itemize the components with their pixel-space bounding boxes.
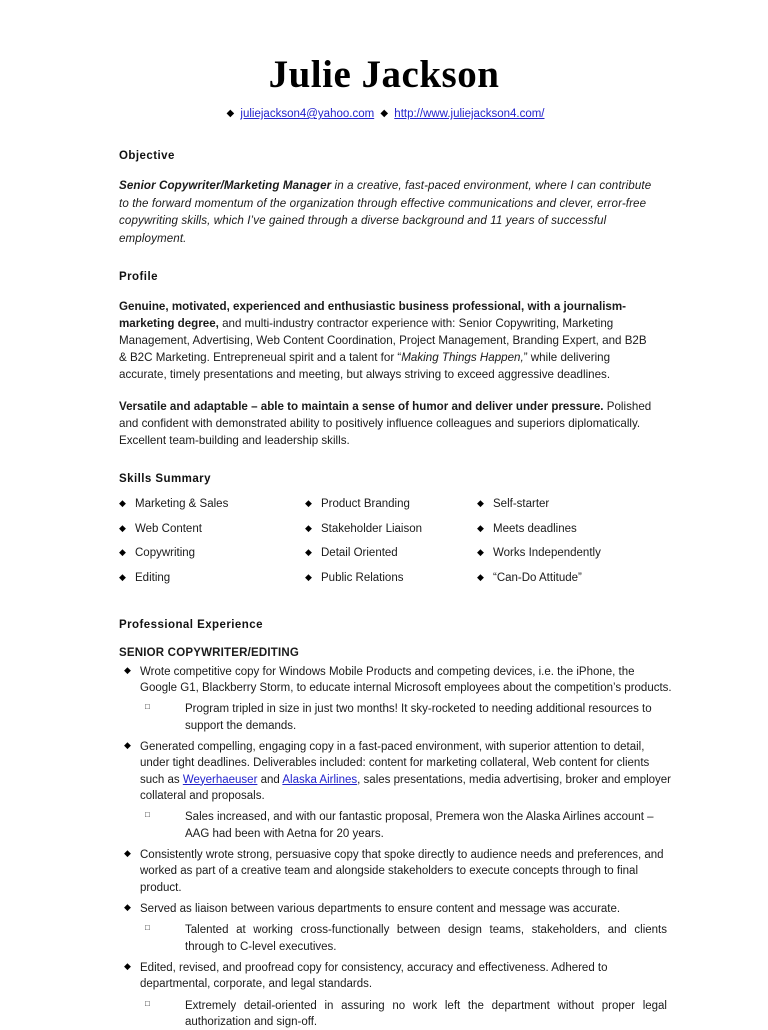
profile-p1-part1: and multi-industry contractor experience with: Senior Copywriting, Marketing Management, Advertising, Web Content Coordination, Project Management, Branding Expert, and B2B & B2C Marketing. Entrepreneual spirit and a talent for “	[119, 317, 647, 364]
contact-line	[0, 108, 768, 120]
experience-bullet	[124, 847, 672, 896]
diamond-bullet-icon: ◆	[305, 547, 312, 558]
diamond-bullet-icon: ◆	[124, 847, 131, 858]
bullet-text: Served as liaison between various departments to ensure content and message was accurate.	[140, 902, 621, 915]
bullet-text-part: and	[257, 773, 283, 786]
objective-lead-in: Senior Copywriter/Marketing Manager	[119, 179, 332, 192]
skill-label: Detail Oriented	[321, 547, 398, 560]
skill-label: Web Content	[135, 522, 202, 535]
skill-item	[119, 547, 305, 560]
profile-paragraph-2	[119, 399, 652, 449]
experience-bullet	[124, 901, 672, 917]
website-link[interactable]: http://www.juliejackson4.com/	[394, 108, 545, 120]
experience-sub-bullet	[145, 809, 667, 842]
skill-label: Editing	[135, 571, 171, 584]
profile-p2-lead-in: Versatile and adaptable – able to maintain a sense of humor and deliver under pressure.	[119, 400, 604, 414]
diamond-bullet-icon: ◆	[124, 901, 131, 912]
bullet-text: Extremely detail-oriented in assuring no work left the department without proper legal authorization and sign-off.	[185, 999, 667, 1028]
bullet-text-part: Generated compelling, engaging copy in a fast-paced environment, with superior attention to detail, under tight deadlines. Deliverables included: content for marketing collateral, Web content for clients such as	[140, 741, 650, 786]
profile-paragraph-1	[119, 299, 652, 383]
bullet-text-part: , sales presentations, media advertising, broker and employer collateral and proposals.	[140, 773, 672, 802]
email-link[interactable]: juliejackson4@yahoo.com	[240, 108, 375, 120]
skill-label: Public Relations	[321, 571, 404, 584]
weyerhaeuser-link[interactable]: Weyerhaeuser	[182, 773, 258, 786]
profile-p1-lead-in: Genuine, motivated, experienced and enthusiastic business professional, with a journalism-marketing degree,	[119, 300, 627, 331]
skills-summary-heading: Skills Summary	[119, 472, 211, 485]
diamond-bullet-icon: ◆	[305, 522, 312, 533]
experience-sub-bullet	[145, 701, 667, 734]
skill-label: Stakeholder Liaison	[321, 522, 423, 535]
square-bullet-icon: □	[145, 702, 150, 712]
skill-item	[119, 498, 305, 511]
objective-body	[119, 177, 652, 247]
professional-experience-heading: Professional Experience	[119, 618, 263, 631]
diamond-bullet-icon: ◆	[124, 664, 131, 675]
diamond-bullet-icon: ◆	[124, 740, 131, 750]
skill-item	[305, 572, 477, 585]
diamond-bullet-icon: ◆	[477, 497, 484, 508]
diamond-bullet-icon: ◆	[119, 547, 126, 558]
skills-column-2	[305, 498, 477, 597]
profile-heading: Profile	[119, 271, 158, 284]
experience-sub-bullet	[145, 998, 667, 1030]
experience-sub-bullet	[145, 922, 667, 955]
diamond-bullet-icon: ◆	[477, 547, 484, 558]
skill-item	[305, 498, 477, 511]
bullet-text	[140, 739, 672, 804]
skill-label: Self-starter	[493, 497, 550, 510]
skills-column-3	[477, 498, 663, 597]
skill-item	[477, 523, 663, 536]
skill-label: Product Branding	[321, 497, 410, 510]
bullet-text: Edited, revised, and proofread copy for consistency, accuracy and effectiveness. Adhered to departmental, corporate, and legal standards.	[140, 961, 608, 991]
skill-label: Works Independently	[493, 547, 601, 560]
diamond-bullet-icon: ◆	[119, 497, 126, 508]
page-title: Julie Jackson	[268, 53, 500, 96]
objective-heading: Objective	[119, 150, 175, 162]
diamond-bullet-icon: ◆	[124, 960, 131, 971]
experience-bullet	[124, 664, 672, 697]
square-bullet-icon: □	[145, 923, 150, 933]
skill-label: Meets deadlines	[493, 522, 577, 535]
diamond-bullet-icon: ◆	[119, 522, 126, 533]
profile-p1-part2: ” while delivering accurate, timely presentations and meeting, but always striving to exceed aggressive deadlines.	[119, 350, 611, 381]
skill-label: Marketing & Sales	[135, 497, 229, 510]
diamond-bullet-icon: ◆	[477, 571, 484, 582]
bullet-text: Talented at working cross-functionally between design teams, stakeholders, and clients through to C-level executives.	[185, 924, 667, 953]
skills-column-1	[119, 498, 305, 597]
diamond-bullet-icon: ◆	[305, 497, 312, 508]
skill-label: “Can-Do Attitude”	[493, 571, 582, 584]
skill-item	[477, 498, 663, 511]
square-bullet-icon: □	[145, 810, 150, 820]
objective-text: in a creative, fast-paced environment, where I can contribute to the forward momentum of the organization through effective communications and clever, error-free copywriting skills, which I’ve gained through a diverse background and 11 years of successful employment.	[119, 179, 652, 245]
bullet-text: Wrote competitive copy for Windows Mobile Products and competing devices, i.e. the iPhone, the Google G1, Blackberry Storm, to educate internal Microsoft employees about the competition’s products.	[140, 665, 672, 695]
diamond-bullet-icon: ◆	[477, 522, 484, 533]
square-bullet-icon: □	[145, 998, 150, 1008]
bullet-text: Sales increased, and with our fantastic proposal, Premera won the Alaska Airlines account – AAG had been with Aetna for 20 years.	[185, 811, 654, 840]
skill-item	[305, 547, 477, 560]
experience-bullet	[124, 739, 672, 804]
diamond-separator-icon: ◆	[380, 108, 389, 119]
skill-item	[119, 572, 305, 585]
skill-label: Copywriting	[135, 547, 196, 560]
profile-p1-italic-phrase: Making Things Happen,	[401, 350, 524, 364]
skill-item	[477, 547, 663, 560]
diamond-separator-icon: ◆	[226, 108, 235, 119]
skill-item	[119, 523, 305, 536]
bullet-text: Consistently wrote strong, persuasive copy that spoke directly to audience needs and preferences, and worked as part of a creative team and alongside stakeholders to execute concepts through to final product.	[140, 848, 664, 894]
experience-bullet	[124, 960, 672, 993]
job-title: SENIOR COPYWRITER/EDITING	[119, 646, 300, 659]
alaska-airlines-link[interactable]: Alaska Airlines	[282, 773, 358, 786]
skill-item	[305, 523, 477, 536]
skill-item	[477, 572, 663, 585]
experience-bullet-list	[119, 664, 672, 1030]
diamond-bullet-icon: ◆	[305, 571, 312, 582]
diamond-bullet-icon: ◆	[119, 571, 126, 582]
bullet-text: Program tripled in size in just two months! It sky-rocketed to needing additional resources to support the demands.	[185, 703, 652, 732]
profile-p2-text: Polished and confident with demonstrated ability to positively influence colleagues and superiors diplomatically. Excellent team-building and leadership skills.	[119, 400, 652, 448]
skills-summary-grid	[119, 498, 679, 597]
